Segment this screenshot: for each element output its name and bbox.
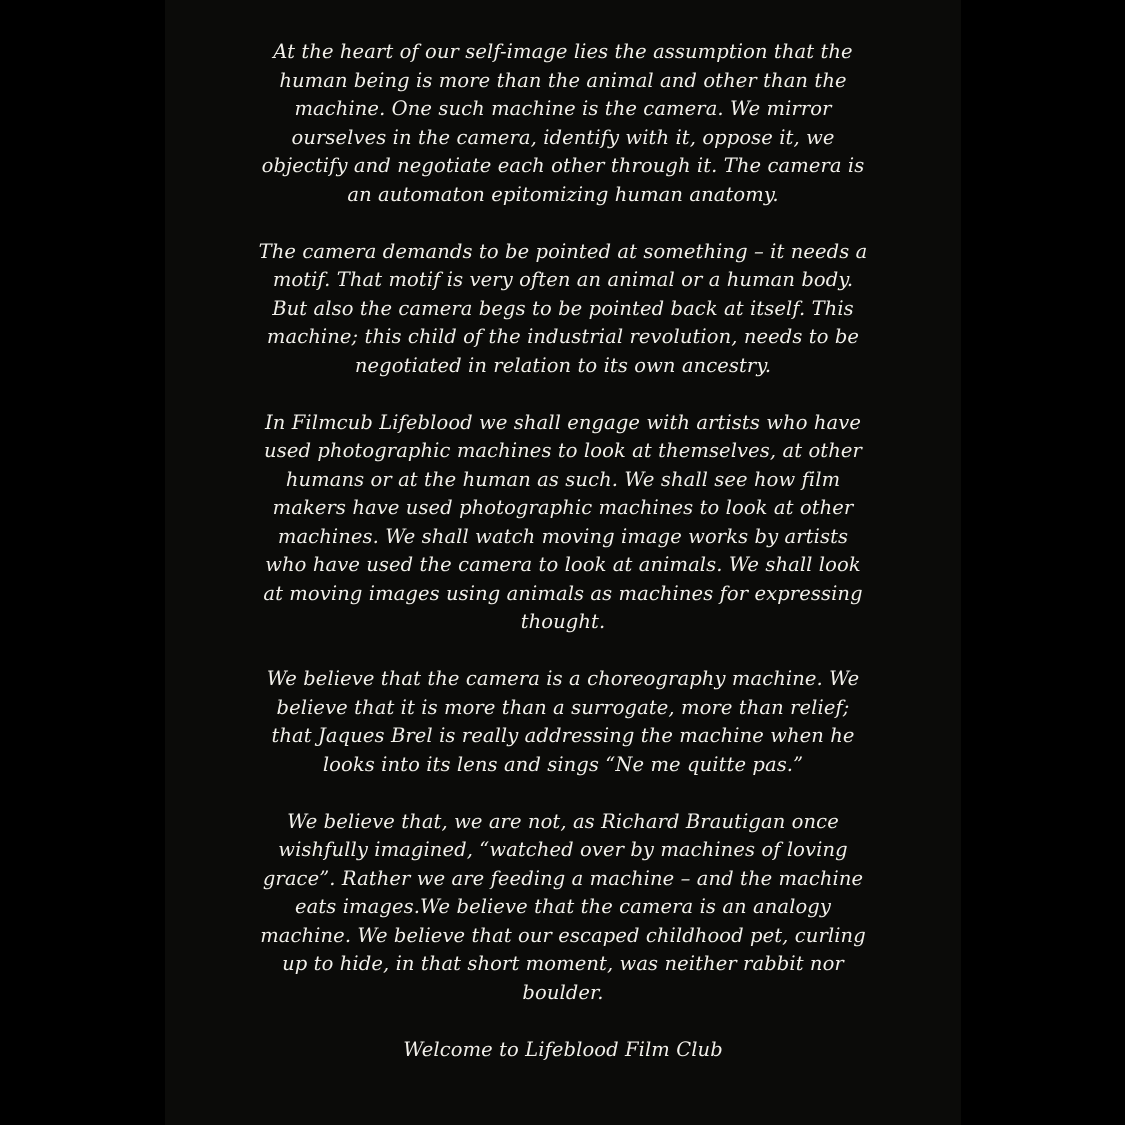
paragraph-filmclub-program: In Filmcub Lifeblood we shall engage with artists who have used photographic machines to look at themselves, at other humans or at the human as such. We shall see how film makers have used photographic machines to look at other machines. We shall watch moving image works by artists who have used the camera to look at animals. We shall look at moving images using animals as machines for expressing thought. bbox=[263, 410, 863, 633]
paragraph-choreography-machine: We believe that the camera is a choreography machine. We believe that it is more than a surrogate, more than relief; that Jaques Brel is really addressing the machine when he looks into its lens and sings “Ne me quitte pas.” bbox=[266, 667, 860, 776]
welcome-line: Welcome to Lifeblood Film Club bbox=[403, 1037, 723, 1061]
manifesto-text bbox=[255, 38, 871, 1064]
paragraph-analogy-machine: We believe that, we are not, as Richard Brautigan once wishfully imagined, “watched over by machines of loving grace”. Rather we are feeding a machine – and the machine eats images.We believe that the camera is an analogy machine. We believe that our escaped childhood pet, curling up to hide, in that short moment, was neither rabbit nor boulder. bbox=[260, 809, 866, 1004]
text-panel bbox=[165, 0, 961, 1125]
paragraph-self-image: At the heart of our self-image lies the assumption that the human being is more than the animal and other than the machine. One such machine is the camera. We mirror ourselves in the camera, identify with it, oppose it, we objectify and negotiate each other through it. The camera is an automaton epitomizing human anatomy. bbox=[261, 40, 865, 206]
paragraph-camera-demands: The camera demands to be pointed at something – it needs a motif. That motif is very often an animal or a human body. But also the camera begs to be pointed back at itself. This machine; this child of the industrial revolution, needs to be negotiated in relation to its own ancestry. bbox=[258, 239, 868, 377]
